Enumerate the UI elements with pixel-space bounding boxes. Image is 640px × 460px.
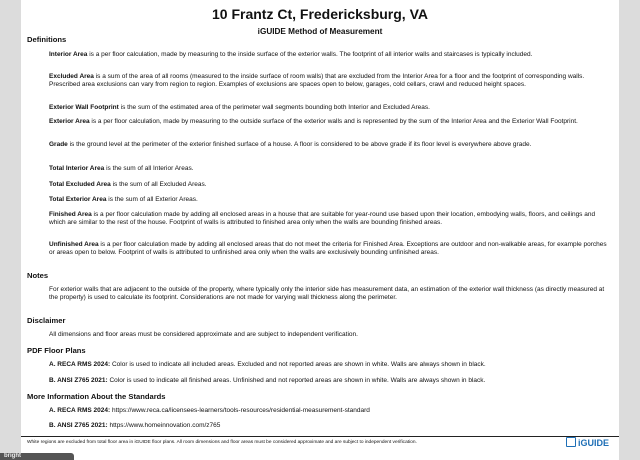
definition-finished-area: Finished Area is a per floor calculation made by adding all enclosed areas in a house that are suitable for year-round use based upon their location, embodying walls, floors, and ceilings and which are similar to the rest of the house. Footprint of walls is attributed to finished area only when the walls are bounding finished areas. <box>49 211 596 226</box>
definition-unfinished-area: Unfinished Area is a per floor calculation made by adding all enclosed areas that do not meet the criteria for Finished Area. Exceptions are outdoor and non-walkable areas, for example porches or areas open to below. Footprint of walls is attributed to unfinished area only when the walls are exclusively bounding unfinished areas. <box>49 241 607 256</box>
iguide-logo: iGUIDE <box>566 437 609 448</box>
definition-exterior-wall-footprint: Exterior Wall Footprint is the sum of the estimated area of the perimeter wall segments bounding both Interior and Excluded Areas. <box>49 104 430 111</box>
disclaimer-heading: Disclaimer <box>27 316 66 325</box>
more-info-ansi: B. ANSI Z765 2021: https://www.homeinnovation.com/z765 <box>49 422 221 429</box>
page-title: 10 Frantz Ct, Fredericksburg, VA <box>211 6 428 22</box>
more-info-reca: A. RECA RMS 2024: https://www.reca.ca/licensees-learners/tools-resources/residential-measurement-standard <box>49 407 370 414</box>
definition-total-interior-area: Total Interior Area is the sum of all Interior Areas. <box>49 165 194 172</box>
reca-link[interactable]: https://www.reca.ca/licensees-learners/tools-resources/residential-measurement-standard <box>110 407 370 414</box>
definition-interior-area: Interior Area is a per floor calculation, made by measuring to the inside surface of the exterior walls. The footprint of all interior walls and staircases is typically included. <box>49 51 533 58</box>
disclaimer-text: All dimensions and floor areas must be considered approximate and are subject to independent verification. <box>49 331 358 338</box>
ansi-link[interactable]: https://www.homeinnovation.com/z765 <box>107 422 221 429</box>
definition-total-excluded-area: Total Excluded Area is the sum of all Excluded Areas. <box>49 181 207 188</box>
pdf-floor-plans-heading: PDF Floor Plans <box>27 346 86 355</box>
pdf-plan-ansi: B. ANSI Z765 2021: Color is used to indicate all finished areas. Unfinished and not reported areas are shown in white. Walls are always shown in black. <box>49 377 486 384</box>
iguide-logo-icon <box>566 437 576 447</box>
definition-grade: Grade is the ground level at the perimeter of the exterior finished surface of a house. A floor is considered to be above grade if its floor level is everywhere above grade. <box>49 141 532 148</box>
definition-total-exterior-area: Total Exterior Area is the sum of all Exterior Areas. <box>49 196 198 203</box>
definition-exterior-area: Exterior Area is a per floor calculation, made by measuring to the outside surface of the exterior walls and is represented by the sum of the Interior Area and the Exterior Wall Footprint. <box>49 118 578 125</box>
watermark: bright <box>0 453 74 460</box>
definition-excluded-area: Excluded Area is a sum of the area of all rooms (measured to the inside surface of room walls) that are excluded from the Interior Area for a floor and the footprint of corresponding walls. Prescribed area exclusions can vary from region to region. Examples of exclusions are spaces open to below, garages, cold cellars, crawl and reduced height spaces. <box>49 73 585 88</box>
page-subtitle: iGUIDE Method of Measurement <box>257 27 383 36</box>
definitions-heading: Definitions <box>27 35 67 44</box>
notes-heading: Notes <box>27 271 49 280</box>
pdf-plan-reca: A. RECA RMS 2024: Color is used to indicate all included areas. Excluded and not reported areas are shown in white. Walls are always shown in black. <box>49 361 486 368</box>
document-page <box>21 0 619 460</box>
notes-text: For exterior walls that are adjacent to the outside of the property, where typically only the interior side has measurement data, an estimation of the exterior wall thickness (as directly measured at the property) is used to calculate its footprint. Considerations are not made for varying wall thickness along the perimeter. <box>49 286 605 301</box>
footer-divider <box>21 436 619 437</box>
more-info-heading: More Information About the Standards <box>27 392 166 401</box>
footer-text: White regions are excluded from total floor area in iGUIDE floor plans. All room dimensions and floor areas must be considered approximate and are subject to independent verification. <box>27 440 417 445</box>
